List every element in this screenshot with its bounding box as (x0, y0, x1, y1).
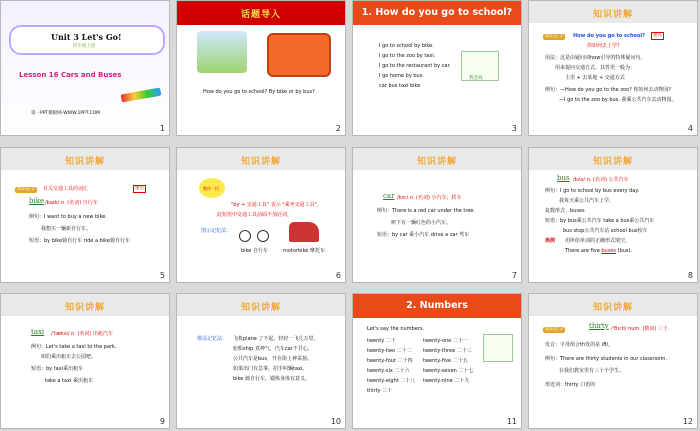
usage-line: 主语 + 去某地 + 交通方式 (565, 75, 625, 81)
chant-line: 飞机plane 了不起，轻轻一飞几万里。 (233, 336, 319, 342)
slide-thumbnail-2[interactable] (176, 0, 346, 136)
example-translation: 我每天乘公共汽车上学。 (559, 198, 615, 204)
headword: bus (557, 174, 570, 182)
image-caption: bike 自行车 (241, 248, 268, 254)
bike-kids-image (197, 31, 247, 73)
number-left: twenty-two 二十二 (367, 348, 412, 354)
sentence-line: I go home by bus. (379, 73, 424, 79)
slide-number: 9 (159, 417, 165, 426)
slide-title: 知识讲解 (64, 303, 105, 313)
slide-number: 3 (511, 124, 517, 133)
number-left: twenty 二十 (367, 338, 396, 344)
example-line: 例句：—How do you go to the zoo? 你如何去动物园? (545, 87, 671, 93)
headword: thirty (589, 322, 609, 330)
example-translation: 咱们乘出租车去公园吧。 (41, 354, 97, 360)
tip-bubble-label: 教你一招 (203, 186, 219, 191)
point-tag: 知识点 2 (17, 187, 35, 192)
motorbike-image (289, 222, 319, 242)
chant-line: 公共汽车是bus，开在街上神采扬。 (233, 356, 312, 362)
phrase-line: take a taxi 乘出租车 (45, 378, 94, 384)
grade-label: 四年级上册 (73, 44, 96, 49)
slide-title: 知识讲解 (64, 157, 105, 167)
credit-text: 第一PPT模板网-WWW.1PPT.COM (31, 111, 101, 116)
slide-thumbnail-11[interactable] (352, 293, 522, 429)
slide-title: 话题导入 (240, 10, 281, 20)
slide-title: 知识讲解 (592, 10, 633, 20)
number-right: twenty-seven 二十七 (423, 368, 474, 374)
example-translation: 我想买一辆新自行车。 (41, 226, 92, 232)
point-tag: 知识点 1 (545, 34, 563, 39)
example-sentence: 例句：There are thirty students in our classroom. (545, 356, 667, 362)
slide-title: 知识讲解 (240, 157, 281, 167)
phrase-line: bus stop公共汽车站 school bus校车 (563, 228, 648, 234)
point-tag: 知识点 3 (545, 327, 563, 332)
slide-number: 8 (687, 271, 693, 280)
phonetic-definition: /ˈtæksi/ n. (名词) 出租汽车 (51, 331, 113, 337)
phrase-line: 短语：by bus乘公共汽车 take a bus乘公共汽车 (545, 218, 655, 224)
point-question: How do you go to school? (573, 33, 646, 39)
pronunciation-note: 发音：字母组合th发的是 /θ/。 (545, 342, 614, 348)
practice-question: 用所给单词的正确形式填空。 (565, 238, 631, 244)
example-sentence: 例句：I go to school by bus every day. (545, 188, 640, 194)
sentence-line: I go to the zoo by taxi. (379, 53, 436, 59)
slide-title: 2. Numbers (406, 300, 468, 311)
slide-number: 4 (687, 124, 693, 133)
number-left: twenty-eight 二十八 (367, 378, 416, 384)
phonetic-definition: /ˈθɜːti/ num. (数词) 三十 (611, 326, 668, 332)
phrase-line: 短语：by taxi乘出租车 (31, 366, 84, 372)
slide-thumbnail-4[interactable] (528, 0, 698, 136)
phrase-line: 短语：by car 乘小汽车 drive a car 驾车 (377, 232, 470, 238)
number-right: twenty-nine 二十九 (423, 378, 470, 384)
number-right: twenty-five 二十五 (423, 358, 468, 364)
slide-thumbnail-6[interactable] (176, 147, 346, 283)
slide-thumbnail-3[interactable] (352, 0, 522, 136)
speaking-card (483, 334, 513, 362)
headword: taxi (31, 328, 45, 336)
memo-label: 图示记忆法： (201, 228, 232, 234)
phonetic-definition: /bʌs/ n. (名词) 公共汽车 (573, 177, 629, 183)
example-line: —I go to the zoo by bus. 我乘公共汽车去动物园。 (559, 97, 677, 103)
chant-line: 如果出门有急事，招手叫辆taxi。 (233, 366, 308, 372)
chant-line: bike 骑自行车，锻炼身体有意义。 (233, 376, 310, 382)
image-caption: motorbike 摩托车 (283, 248, 325, 254)
slide-number: 6 (335, 271, 341, 280)
number-right: twenty-three 二十三 (423, 348, 472, 354)
similar-word: 形近词：thirty 口语的 (545, 382, 596, 388)
slide-number: 2 (335, 124, 341, 133)
lesson-title: Lesson 16 Cars and Buses (19, 71, 122, 79)
practice-label: 典例 (545, 238, 556, 244)
usage-line: 用法：这是由疑问词how引导的特殊疑问句， (545, 55, 646, 61)
number-right: twenty-one 二十一 (423, 338, 468, 344)
bicycle-image (239, 224, 269, 242)
plural-form: 复数形式：buses (545, 208, 585, 214)
example-sentence: 例句：I want to buy a new bike. (29, 214, 107, 220)
sentence-line: I go to the restaurant by car. (379, 63, 451, 69)
sentence-line: car bus taxi bike (379, 83, 421, 89)
example-translation: 在我们教室里有三十个学生。 (559, 368, 625, 374)
number-left: twenty-four 二十四 (367, 358, 413, 364)
question-translation: 你如何去上学? (587, 43, 620, 49)
slide-number: 10 (330, 417, 341, 426)
chant-label: 歌谣记忆法： (197, 336, 228, 342)
slide-title: 知识讲解 (416, 157, 457, 167)
slide-thumbnail-9[interactable] (0, 293, 170, 429)
slide-thumbnail-12[interactable] (528, 293, 698, 429)
slide-thumbnail-10[interactable] (176, 293, 346, 429)
phrase-line: 短语：by bike骑自行车 ride a bike骑自行车 (29, 238, 130, 244)
slide-number: 11 (506, 417, 517, 426)
school-bus-image (267, 33, 331, 77)
topic-question: How do you go to school? By bike or by bus? (203, 89, 315, 95)
phonetic-definition: /kɑː/ n. (名词) 小汽车；轿车 (397, 195, 462, 201)
slide-title: 知识讲解 (240, 303, 281, 313)
slide-thumbnail-1[interactable] (0, 0, 170, 136)
slide-thumbnail-8[interactable] (528, 147, 698, 283)
usage-line: 用来提问交通方式。其答语一般为： (555, 65, 636, 71)
slide-number: 5 (159, 271, 165, 280)
phonetic-definition: /baɪk/ n. (名词) 自行车 (45, 200, 98, 206)
point-description: 有关交通工具的词汇 (43, 186, 89, 192)
slide-number: 7 (511, 271, 517, 280)
number-left: twenty-six 二十六 (367, 368, 410, 374)
grammar-note: 此短语中交通工具前面不加冠词。 (217, 212, 293, 218)
slide-number: 1 (159, 124, 165, 133)
headword: car (383, 192, 395, 200)
slide-number: 12 (682, 417, 693, 426)
headword: bike (29, 197, 45, 205)
example-translation: 树下有一辆红色的小汽车。 (391, 220, 452, 226)
example-sentence: 例句：There is a red car under the tree. (377, 208, 476, 214)
speaking-card-label: 我会说 (469, 76, 483, 81)
badge: 重点 (135, 186, 144, 191)
practice-sentence: There are five buses (bus). (565, 248, 633, 254)
example-sentence: 例句：Let's take a taxi to the park. (31, 344, 117, 350)
slide-thumbnail-7[interactable] (352, 147, 522, 283)
chant-line: 轮船ship 真神气，汽车car不甘心。 (233, 346, 313, 352)
crayon-icon (121, 88, 162, 103)
slide-title: 知识讲解 (592, 157, 633, 167)
numbers-intro: Let's say the numbers. (367, 326, 425, 332)
badge: 重点 (653, 33, 662, 38)
sentence-line: I go to school by bike. (379, 43, 434, 49)
slide-thumbnail-5[interactable] (0, 147, 170, 283)
grammar-note: "by + 交通工具" 表示 "乘坐交通工具"， (231, 202, 322, 208)
slide-title: 知识讲解 (592, 303, 633, 313)
slide-title: 1. How do you go to school? (361, 7, 513, 18)
unit-title: Unit 3 Let's Go! (51, 32, 122, 42)
number-left: thirty 三十 (367, 388, 393, 394)
